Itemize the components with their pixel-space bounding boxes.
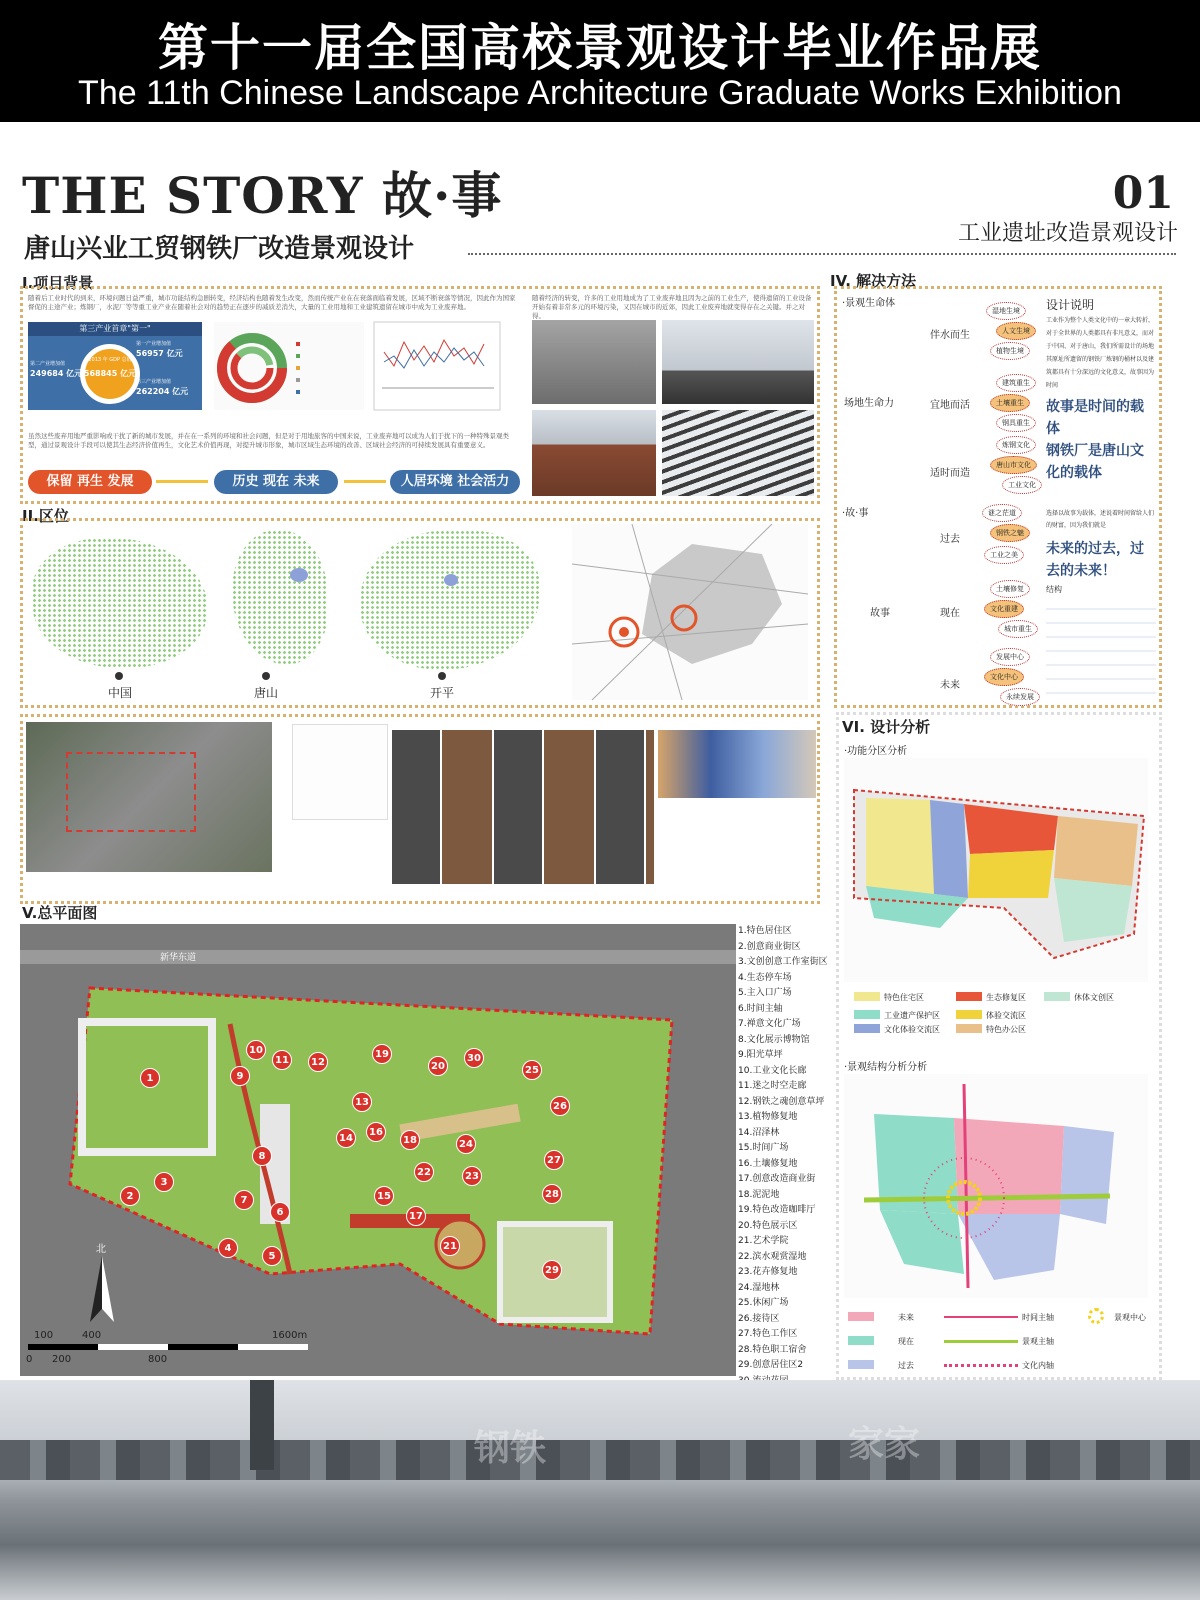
plan-legend-item: 15.时间广场 xyxy=(738,1143,789,1153)
title-divider xyxy=(468,253,1176,255)
node-building: 建筑重生 xyxy=(996,374,1036,392)
plan-marker-10: 10 xyxy=(246,1040,266,1060)
plan-marker-27: 27 xyxy=(544,1150,564,1170)
plan-marker-19: 19 xyxy=(372,1044,392,1064)
future-label: 未来 xyxy=(940,680,960,691)
plan-legend-item: 6.时间主轴 xyxy=(738,1003,783,1014)
node-soil-repair: 土壤修复 xyxy=(990,580,1030,598)
tangshan-marker xyxy=(262,672,270,680)
plan-legend xyxy=(738,924,832,1378)
node-culture-center: 文化中心 xyxy=(984,668,1024,686)
node-city-reborn: 城市重生 xyxy=(998,620,1038,638)
plan-marker-30: 30 xyxy=(464,1048,484,1068)
plan-marker-17: 17 xyxy=(406,1206,426,1226)
node-sustainable: 永续发展 xyxy=(1000,688,1040,706)
plan-marker-13: 13 xyxy=(352,1092,372,1112)
second-label: 第二产业增加值 xyxy=(30,361,66,367)
third-value: 262204 亿元 xyxy=(136,387,189,396)
function-analysis-subheading: ·功能分区分析 xyxy=(844,746,908,757)
second-value: 249684 亿元 xyxy=(30,369,83,378)
story-subheading: ·故·事 xyxy=(842,508,869,519)
scale-0: 0 xyxy=(26,1354,33,1365)
plan-legend-item: 11.迷之时空走廊 xyxy=(738,1081,807,1091)
story-description-text: 选择以故事为载体，述说着时间留给人们的财富，因为我们就是 xyxy=(1046,510,1155,529)
gdp-label: 2013 年 GDP 总值 xyxy=(88,357,132,363)
tangshan-highlight xyxy=(290,568,308,582)
plan-marker-6: 6 xyxy=(270,1202,290,1222)
section-analysis-heading: VI. 设计分析 xyxy=(842,718,931,736)
plan-legend-item: 3.文创创意工作室街区 xyxy=(738,957,828,967)
plan-legend-item: 9.阳光草坪 xyxy=(738,1050,783,1060)
project-subtitle: 工业遗址改造景观设计 xyxy=(957,221,1178,246)
plan-legend-item: 22.滨水观赏湿地 xyxy=(738,1251,807,1262)
plan-legend-item: 16.土壤修复地 xyxy=(738,1158,798,1169)
footer-watermark-1: 钢铁 xyxy=(474,1428,547,1469)
plan-legend-item: 10.工业文化长廊 xyxy=(738,1065,807,1076)
china-label: 中国 xyxy=(108,686,133,700)
func-legend-eco: 生态修复区 xyxy=(986,993,1026,1002)
struct-legend-future: 未来 xyxy=(898,1313,914,1322)
plan-legend-item: 26.接待区 xyxy=(738,1313,780,1324)
footer-watermark-2: 家家 xyxy=(848,1424,921,1465)
background-paragraph-3: 虽然这些废弃用地严重影响或干扰了新的城市发展，并在在一系列的环境和社会问题，但是对于用地旅客的中国来说，工业废弃地可以成为人们于扰下的一种特殊景观类型，通过景观设计手段可以使其生态经济价值再生，文化艺术价值再现，对提升城市形象，城市区域生态环境的改善、区域社会经济的可持续发展具有重要意义。 xyxy=(28,432,509,449)
plan-marker-26: 26 xyxy=(550,1096,570,1116)
plan-marker-18: 18 xyxy=(400,1130,420,1150)
node-humanity: 人文生境 xyxy=(996,322,1036,340)
plan-marker-4: 4 xyxy=(218,1238,238,1258)
plan-marker-1: 1 xyxy=(140,1068,160,1088)
plan-marker-5: 5 xyxy=(262,1246,282,1266)
node-steel-charm: 钢铁之魅 xyxy=(990,524,1030,542)
plan-marker-12: 12 xyxy=(308,1052,328,1072)
struct-legend-main-axis: 景观主轴 xyxy=(1022,1337,1054,1346)
node-culture-rebuild: 文化重建 xyxy=(984,600,1024,618)
exhibition-title-en: The 11th Chinese Landscape Architecture Graduate Works Exhibition xyxy=(78,74,1122,112)
adapt-label: 宜地而活 xyxy=(930,400,970,411)
plan-marker-23: 23 xyxy=(462,1166,482,1186)
plan-legend-item: 4.生态停车场 xyxy=(738,972,792,983)
pill-preserve: 保留 再生 发展 xyxy=(28,470,152,494)
background-paragraph-1: 随着后工业时代的到来，环境问题日益严重，城市功能结构急剧转变，经济结构也随着发生改变，然而传统产业在在衰落面临着发展，区域不断衰落等情况，因此作为国家督促的主途产业；炼钢厂，水泥厂等等重工业产业在随着社会对的趋势正在逐步的减质差消失，大量的工业用地和工业建筑遗留在城市中成为工业废弃地。 xyxy=(28,294,516,311)
plan-legend-item: 5.主入口广场 xyxy=(738,988,792,998)
site-boundary xyxy=(66,752,196,832)
plan-legend-item: 19.特色改造咖啡厅 xyxy=(738,1205,816,1215)
master-plan-map xyxy=(20,924,736,1376)
plan-legend-item: 24.湿地林 xyxy=(738,1282,780,1293)
plan-legend-item: 2.创意商业街区 xyxy=(738,941,801,952)
plan-legend-item: 28.特色职工宿舍 xyxy=(738,1344,807,1355)
scale-bar xyxy=(28,1344,308,1350)
exhibition-title-cn: 第十一届全国高校景观设计毕业作品展 xyxy=(158,19,1042,77)
timely-label: 适时而造 xyxy=(930,468,970,479)
plan-marker-28: 28 xyxy=(542,1184,562,1204)
plan-marker-21: 21 xyxy=(440,1236,460,1256)
node-industry-beauty: 工业之美 xyxy=(984,546,1024,564)
structure-label: 结构 xyxy=(1046,585,1062,594)
scale-1600: 1600m xyxy=(272,1330,308,1341)
plan-legend-item: 25.休闲广场 xyxy=(738,1298,789,1308)
kaiping-marker xyxy=(438,672,446,680)
plan-marker-3: 3 xyxy=(154,1172,174,1192)
node-mystery-path: 谜之茫道 xyxy=(982,504,1022,522)
story-flow-label: 故事 xyxy=(870,608,890,619)
landscape-life-subheading: ·景观生命体 xyxy=(842,298,896,309)
design-description-title: 设计说明 xyxy=(1046,298,1095,312)
plan-marker-9: 9 xyxy=(230,1066,250,1086)
exhibition-header xyxy=(0,0,1200,122)
plan-legend-item: 20.特色展示区 xyxy=(738,1220,798,1231)
section-location-heading: II.区位 xyxy=(22,507,69,525)
node-soil: 土壤重生 xyxy=(990,394,1030,412)
site-vitality-label: 场地生命力 xyxy=(844,398,894,409)
kaiping-label: 开平 xyxy=(430,686,455,700)
arrow xyxy=(344,480,386,483)
plan-marker-8: 8 xyxy=(252,1146,272,1166)
china-marker xyxy=(115,672,123,680)
story-heading: THE STORY 故·事 xyxy=(22,166,503,225)
structure-table xyxy=(1046,596,1156,698)
third-label: 第三产业增加值 xyxy=(136,379,172,385)
scale-800: 800 xyxy=(148,1354,168,1365)
node-steel-culture: 炼钢文化 xyxy=(996,436,1036,454)
cultural-image-strip xyxy=(658,730,816,798)
plan-legend-item: 23.花卉修复地 xyxy=(738,1267,798,1277)
scale-200: 200 xyxy=(52,1354,72,1365)
func-legend-heritage: 工业遗产保护区 xyxy=(884,1011,940,1020)
node-steel-tool: 钢具重生 xyxy=(996,414,1036,432)
section-background-heading: I.项目背景 xyxy=(22,274,94,292)
scale-100: 100 xyxy=(34,1330,54,1341)
func-legend-housing: 特色住宅区 xyxy=(884,993,924,1002)
plan-legend-item: 14.沼泽林 xyxy=(738,1127,780,1138)
node-plant: 植物生境 xyxy=(990,342,1030,360)
node-tangshan-culture: 唐山市文化 xyxy=(990,456,1037,474)
primary-value: 56957 亿元 xyxy=(136,349,183,358)
plan-marker-7: 7 xyxy=(234,1190,254,1210)
plan-marker-22: 22 xyxy=(414,1162,434,1182)
tangshan-label: 唐山 xyxy=(254,686,279,700)
plan-marker-29: 29 xyxy=(542,1260,562,1280)
plan-legend-item: 27.特色工作区 xyxy=(738,1329,798,1339)
site-photo-grid xyxy=(392,730,654,884)
func-legend-exchange: 体验交流区 xyxy=(986,1011,1026,1020)
plan-marker-16: 16 xyxy=(366,1122,386,1142)
road-label: 新华东道 xyxy=(160,953,197,963)
site-plan-diagram xyxy=(292,724,388,820)
plan-legend-item: 7.禅意文化广场 xyxy=(738,1019,801,1029)
plan-marker-25: 25 xyxy=(522,1060,542,1080)
kaiping-highlight xyxy=(444,574,458,586)
design-description-text: 工业作为整个人类文化中的一章大转折，对于全世界的人类都具有非凡意义，而对于中国、对于唐山，我们所需设计的场地其原址所遗留的钢铁厂炼钢的桶材以及建筑都具有十分深远的文化意义，故事因为时间 xyxy=(1046,317,1155,389)
struct-legend-present: 现在 xyxy=(898,1337,914,1346)
footer-panorama xyxy=(0,1380,1200,1600)
plan-legend-item: 17.创意改造商业街 xyxy=(738,1174,816,1184)
plan-marker-14: 14 xyxy=(336,1128,356,1148)
func-legend-sport: 休体文创区 xyxy=(1074,993,1114,1002)
struct-legend-center: 景观中心 xyxy=(1114,1313,1146,1322)
plan-legend-item: 13.植物修复地 xyxy=(738,1112,798,1122)
func-legend-culture: 文化体验交流区 xyxy=(884,1025,940,1034)
photo-polluted-land xyxy=(662,410,814,496)
plan-legend-item: 18.泥泥地 xyxy=(738,1189,780,1200)
regional-road-map xyxy=(572,524,808,700)
analysis-panel xyxy=(836,712,1162,1380)
gdp-value: 568845 亿元 xyxy=(83,369,137,378)
section-plan-heading: V.总平面图 xyxy=(22,904,98,922)
struct-legend-culture-axis: 文化内轴 xyxy=(1022,1361,1054,1370)
story-time-carrier: 故事是时间的载体 xyxy=(1046,399,1144,437)
plan-legend-item: 12.钢铁之魂创意草坪 xyxy=(738,1096,825,1107)
func-legend-office: 特色办公区 xyxy=(986,1025,1026,1034)
double-arrow xyxy=(156,480,208,483)
section-solution-heading: IV. 解决方法 xyxy=(830,272,917,290)
present-label: 现在 xyxy=(940,608,960,619)
struct-legend-time-axis: 时间主轴 xyxy=(1022,1313,1054,1322)
plan-legend-item: 29.创意居住区2 xyxy=(738,1360,804,1370)
plan-marker-11: 11 xyxy=(272,1050,292,1070)
node-wetland: 湿地生境 xyxy=(986,302,1026,320)
gdp-infographic-title: 第三产业首章"第一" xyxy=(28,322,202,336)
north-label: 北 xyxy=(96,1244,106,1255)
primary-label: 第一产业增加值 xyxy=(136,341,172,347)
gdp-infographic xyxy=(28,322,202,410)
background-paragraph-2: 随着经济的转变，许多的工业用地成为了工业废弃地且因为之前的工业生产，使得遗留的工业设备开始有着非常多元的环境污染，又因在城市的近郊，因此工业废弃地就变得存在之关键。并之对得。 xyxy=(532,294,812,320)
plan-legend-item: 21.艺术学院 xyxy=(738,1236,789,1246)
node-industry-culture: 工业文化 xyxy=(1002,476,1042,494)
plan-marker-20: 20 xyxy=(428,1056,448,1076)
structure-analysis-subheading: ·景观结构分析分析 xyxy=(844,1062,928,1073)
industry-donut-chart xyxy=(214,322,364,410)
project-title: 唐山兴业工贸钢铁厂改造景观设计 xyxy=(24,234,415,264)
pill-society: 人居环境 社会活力 xyxy=(390,470,520,494)
photo-brick-factory xyxy=(532,410,656,496)
steel-culture-carrier: 钢铁厂是唐山文化的载体 xyxy=(1046,443,1144,481)
plan-marker-15: 15 xyxy=(374,1186,394,1206)
struct-legend-past: 过去 xyxy=(898,1361,914,1370)
scale-400: 400 xyxy=(82,1330,102,1341)
pm-line-chart xyxy=(374,322,500,410)
plan-legend-item: 1.特色居住区 xyxy=(738,926,792,936)
photo-smog-city xyxy=(532,320,656,404)
plan-marker-2: 2 xyxy=(120,1186,140,1206)
past-label: 过去 xyxy=(940,534,960,545)
photo-smokestacks xyxy=(662,320,814,404)
node-development-center: 发展中心 xyxy=(990,648,1030,666)
plan-marker-24: 24 xyxy=(456,1134,476,1154)
pill-history: 历史 现在 未来 xyxy=(214,470,338,494)
symbiosis-label: 伴水而生 xyxy=(930,330,970,341)
page-number: 01 xyxy=(1112,168,1174,219)
plan-legend-item: 8.文化展示博物馆 xyxy=(738,1034,810,1045)
future-past-text: 未来的过去，过去的未来！ xyxy=(1046,541,1144,579)
